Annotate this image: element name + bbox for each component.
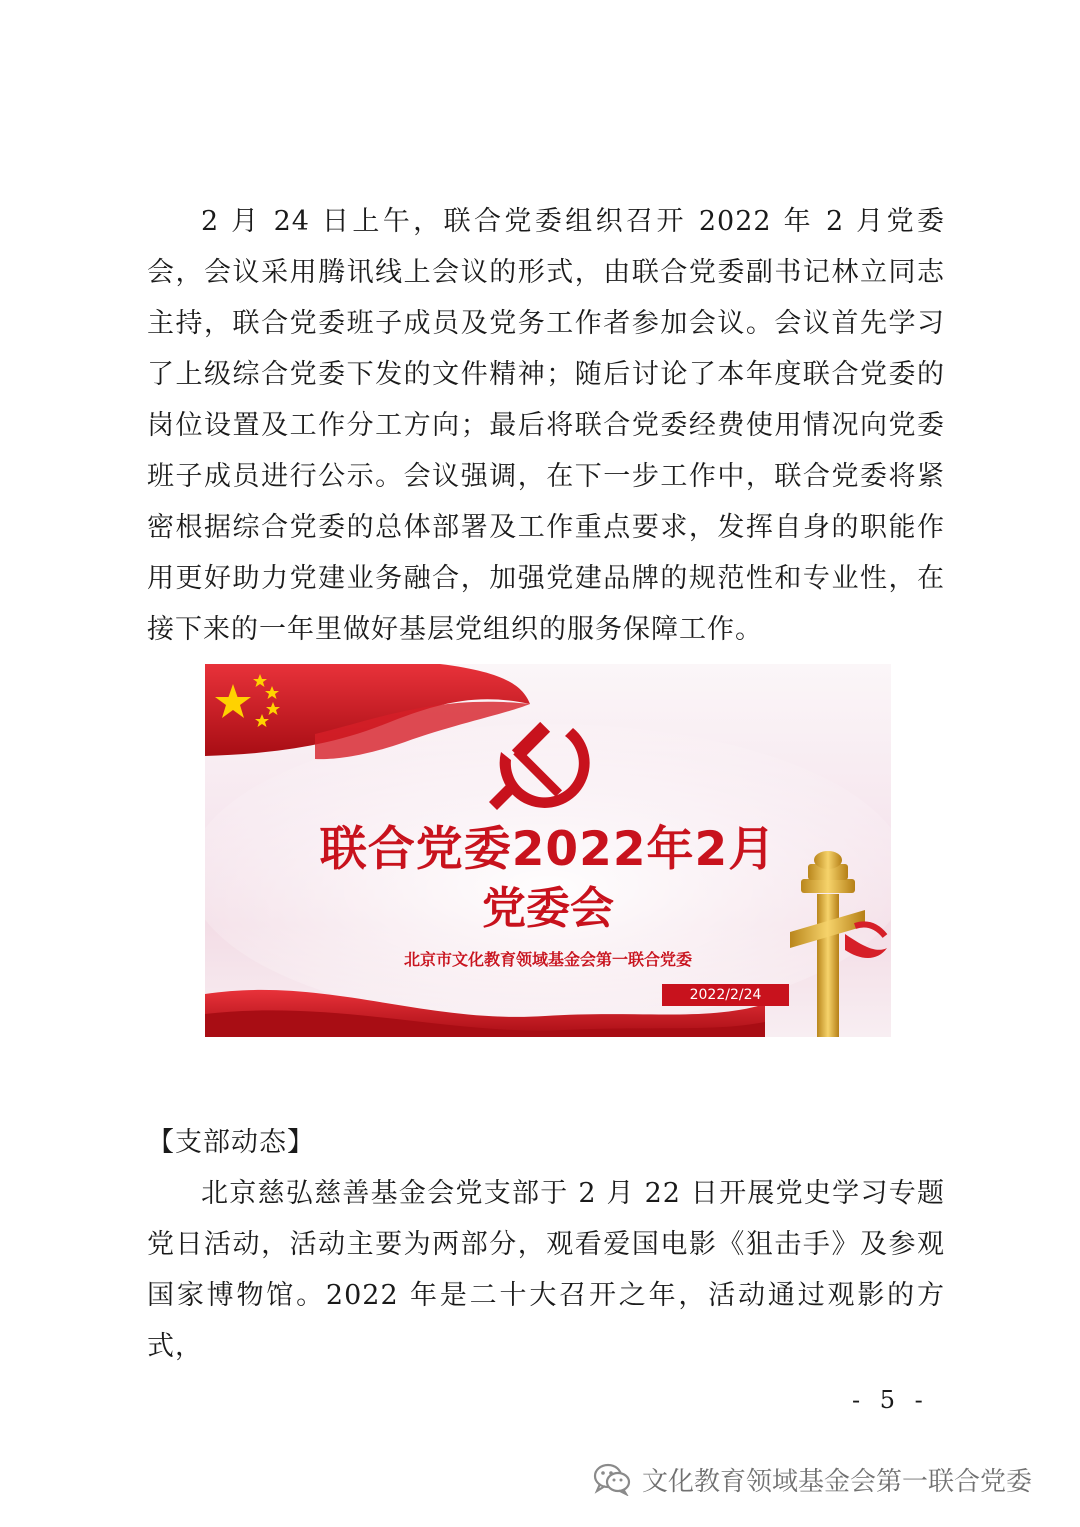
banner-title-line-1: 联合党委2022年2月	[319, 822, 777, 877]
section-heading: 【支部动态】	[147, 1127, 315, 1158]
meeting-banner-image	[205, 664, 891, 1037]
body-paragraph-1: 2 月 24 日上午，联合党委组织召开 2022 年 2 月党委会，会议采用腾讯线上会议的形式，由联合党委副书记林立同志主持，联合党委班子成员及党务工作者参加会议。会议首先学习了上级综合党委下发的文件精神；随后讨论了本年度联合党委的岗位设置及工作分工方向；最后将联合党委经费使用情况向党委班子成员进行公示。会议强调，在下一步工作中，联合党委将紧密根据综合党委的总体部署及工作重点要求，发挥自身的职能作用更好助力党建业务融合，加强党建品牌的规范性和专业性，在接下来的一年里做好基层党组织的服务保障工作。	[147, 206, 945, 645]
banner-title-line-2: 党委会	[482, 883, 614, 934]
wechat-watermark	[592, 1459, 1032, 1499]
banner-organization: 北京市文化教育领域基金会第一联合党委	[403, 950, 692, 969]
banner-date-badge: 2022/2/24	[662, 984, 789, 1006]
wechat-icon	[592, 1462, 632, 1496]
watermark-text: 文化教育领域基金会第一联合党委	[642, 1466, 1033, 1497]
page-number: - 5 -	[852, 1386, 929, 1414]
body-paragraph-2: 北京慈弘慈善基金会党支部于 2 月 22 日开展党史学习专题党日活动，活动主要为两部分，观看爱国电影《狙击手》及参观国家博物馆。2022 年是二十大召开之年，活动通过观影的方式，	[147, 1178, 945, 1362]
